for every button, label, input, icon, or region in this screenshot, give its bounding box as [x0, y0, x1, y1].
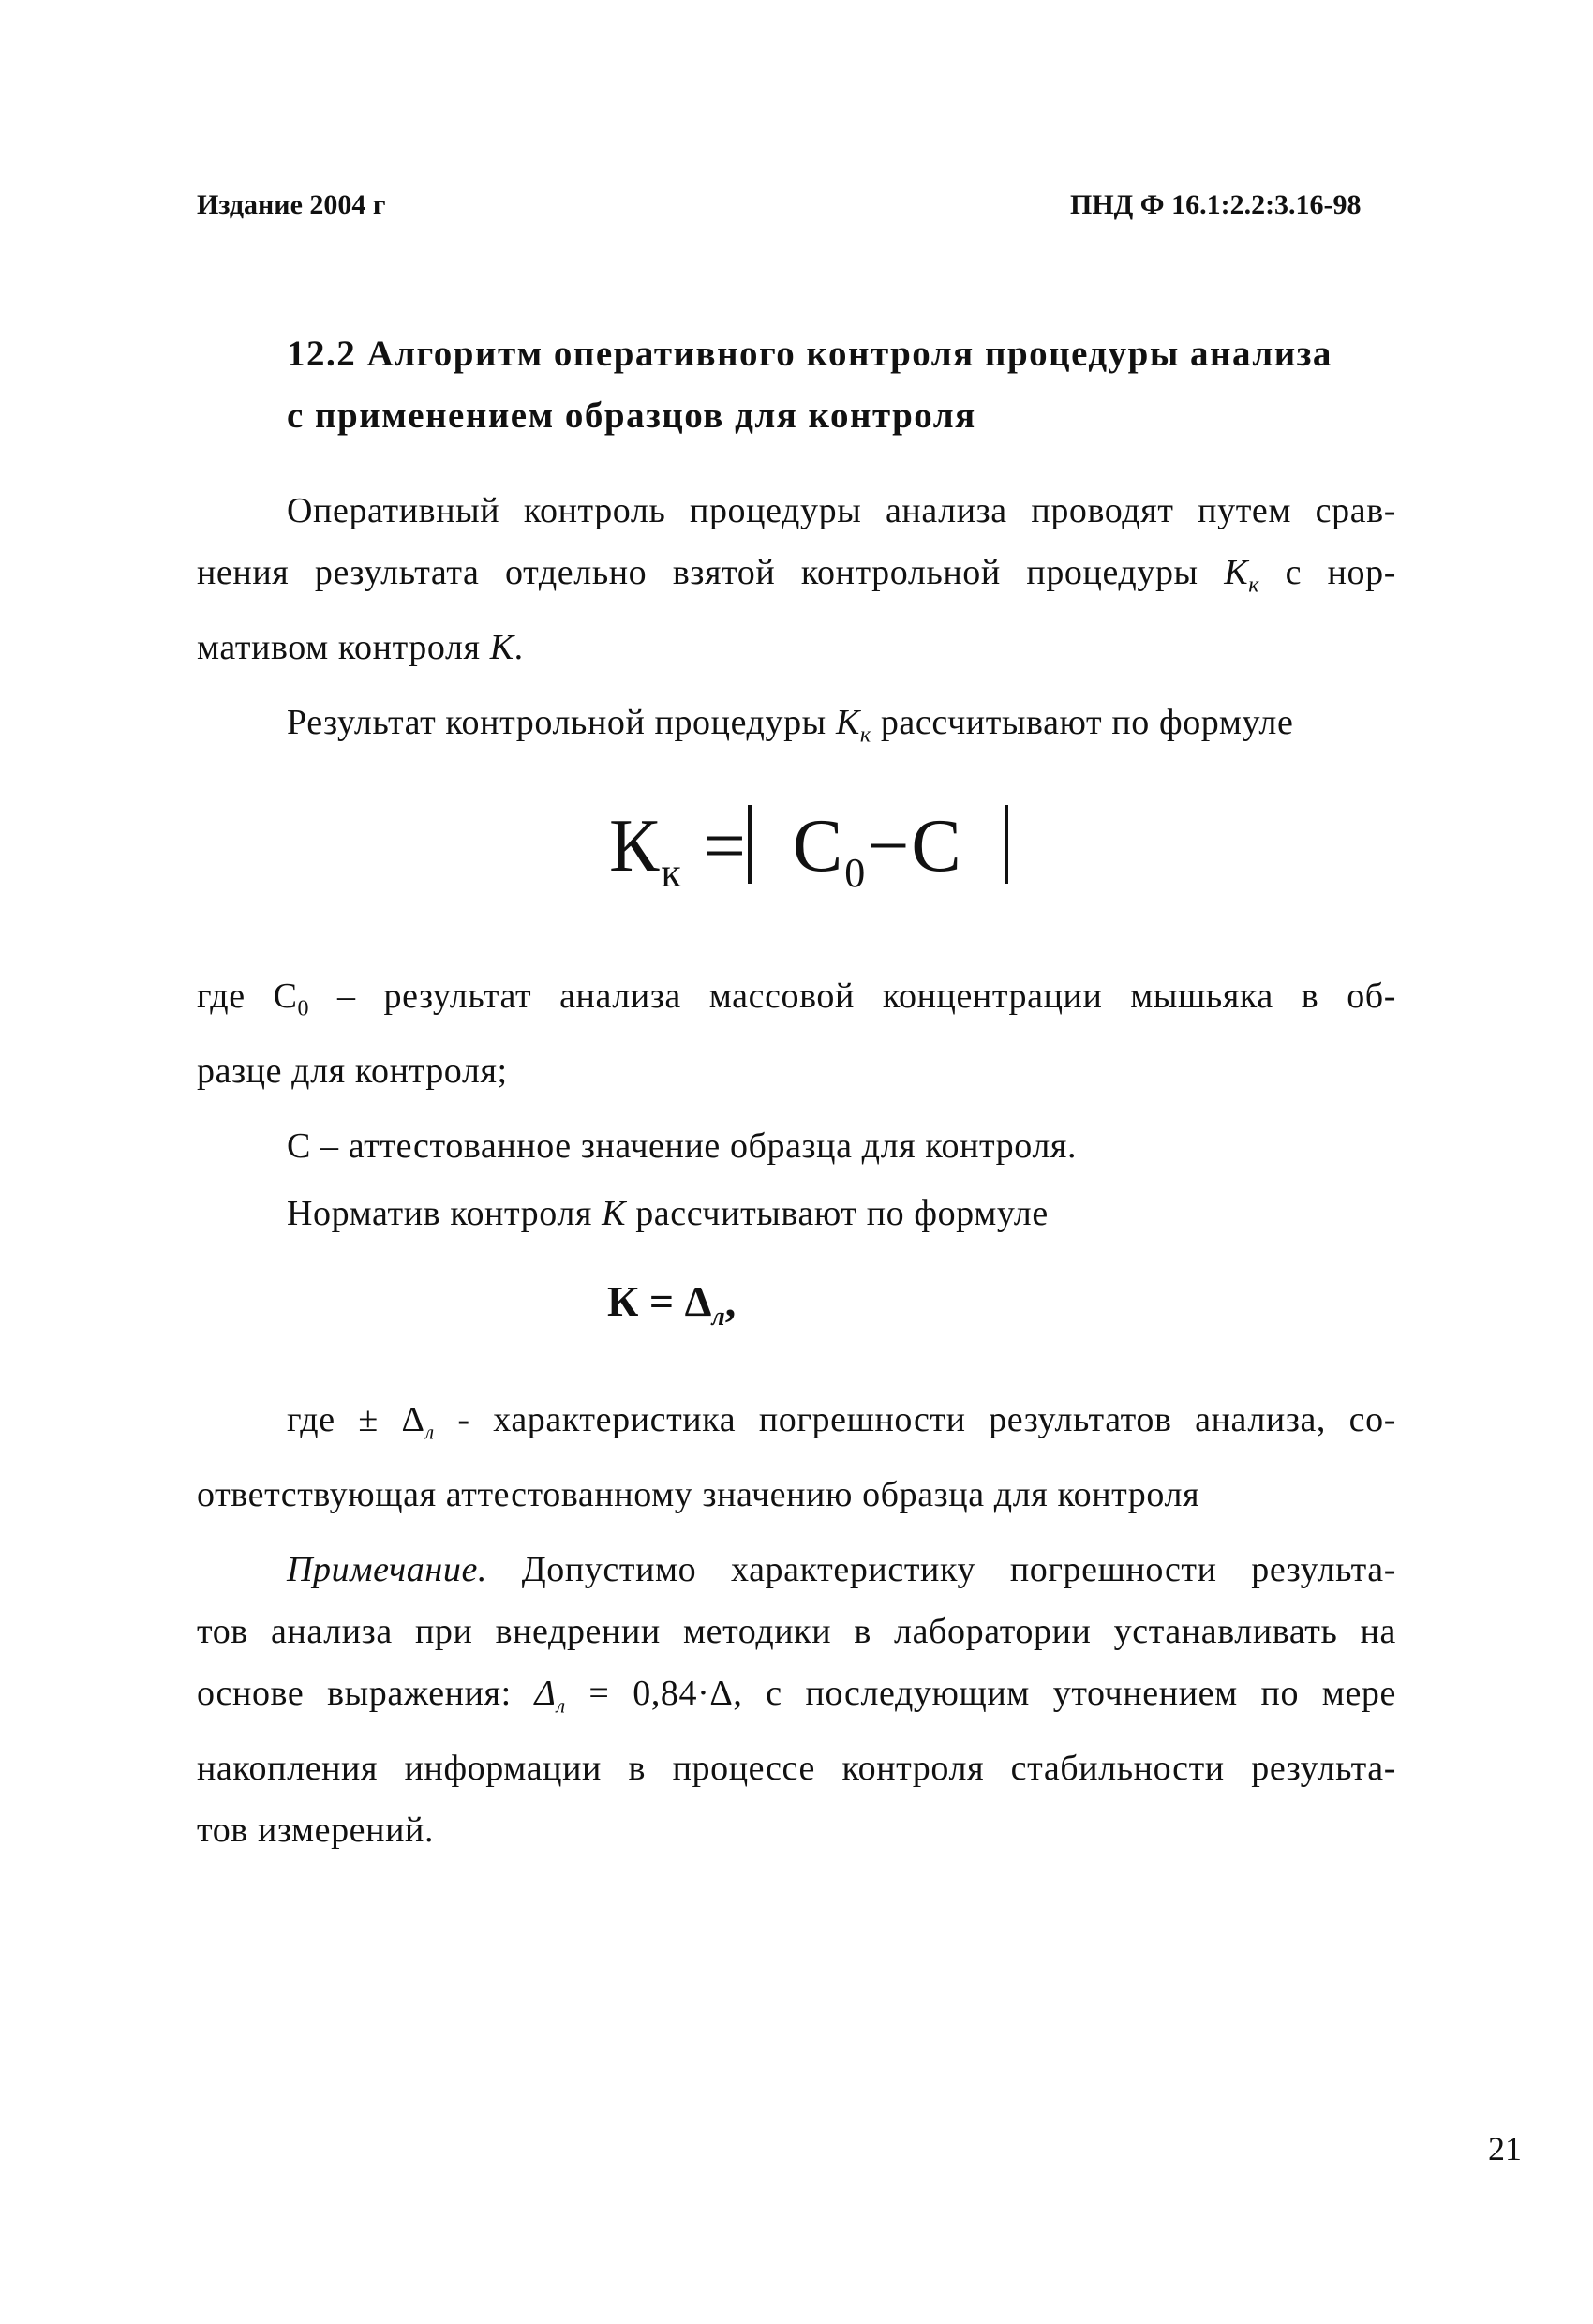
note-line5: тов измерений.	[197, 1810, 435, 1850]
para1-line2: нения результата отдельно взятой контрольной процедуры $K_к$ с нор-	[197, 553, 1396, 598]
note-line1: Примечание. Допустимо характеристику погрешности результа-	[287, 1550, 1396, 1589]
paragraph-control-result: Результат контрольной процедуры $K_к$ рассчитывают по формуле	[287, 703, 1294, 748]
definition-delta	[197, 1389, 1396, 1526]
abs-bar-right	[1005, 805, 1008, 884]
formula-k: $К = \Delta_л$,	[607, 1277, 737, 1333]
definition-delta-line2: ответствующая аттестованному значению образца для контроля	[197, 1474, 1200, 1514]
definition-c0	[197, 965, 1396, 1102]
note-line4: накопления информации в процессе контроля стабильности результа-	[197, 1748, 1396, 1788]
definition-delta-line1: где ± $\Delta_л$ - характеристика погрешности результатов анализа, со-	[287, 1400, 1396, 1444]
note-paragraph	[197, 1539, 1396, 1861]
abs-bar-left	[748, 805, 752, 884]
page-number: 21	[1488, 2130, 1522, 2168]
note-line3: основе выражения: $\Delta_л = 0,84\cdot\Delta$, с последующим уточнением по мере	[197, 1674, 1396, 1718]
section-heading	[287, 323, 1392, 447]
document-code: ПНД Ф 16.1:2.2:3.16-98	[1070, 189, 1362, 220]
formula-kk: $К_к = С_0-С$	[609, 804, 1008, 897]
definition-c0-line1: где $С_0$ – результат анализа массовой концентрации мышьяка в об-	[197, 976, 1396, 1021]
paragraph-operative-control	[197, 480, 1396, 678]
note-line2: тов анализа при внедрении методики в лаборатории устанавливать на	[197, 1612, 1396, 1651]
para1-line3: мативом контроля K.	[197, 627, 524, 667]
section-heading-line2: с применением образцов для контроля	[287, 395, 976, 436]
para1-line1: Оперативный контроль процедуры анализа проводят путем срав-	[287, 491, 1396, 530]
definition-c0-line2: разце для контроля;	[197, 1050, 508, 1091]
definition-c: С – аттестованное значение образца для контроля.	[287, 1126, 1078, 1166]
section-heading-line1: 12.2 Алгоритм оперативного контроля процедуры анализа	[287, 334, 1332, 374]
edition-label: Издание 2004 г	[197, 189, 386, 220]
note-label: Примечание.	[287, 1550, 488, 1589]
paragraph-norm: Норматив контроля K рассчитывают по формуле	[287, 1194, 1049, 1233]
